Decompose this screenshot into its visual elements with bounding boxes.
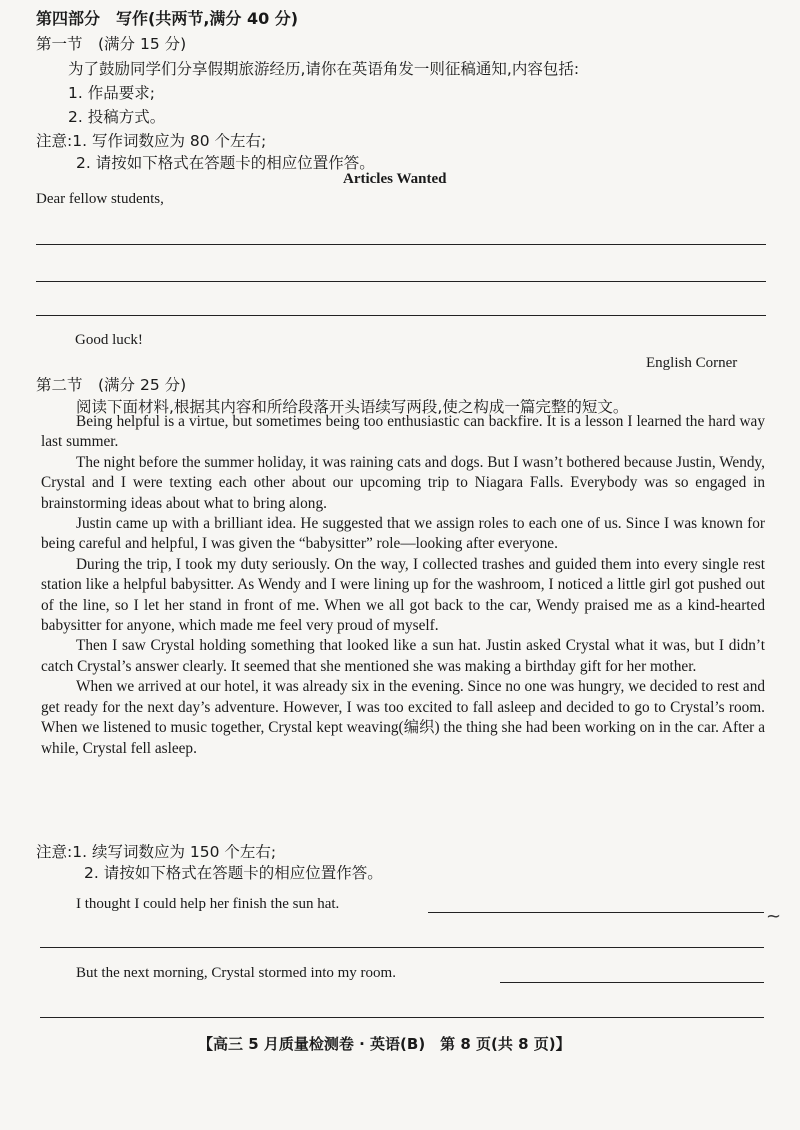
section1-prompt: 为了鼓励同学们分享假期旅游经历,请你在英语角发一则征稿通知,内容包括: bbox=[68, 60, 580, 78]
answer-line bbox=[40, 947, 764, 948]
story-paragraph: Being helpful is a virtue, but sometimes being too enthusiastic can backfire. It is a lesson I learned the hard way last summer. bbox=[41, 413, 765, 451]
greeting: Dear fellow students, bbox=[36, 191, 164, 207]
story-paragraph: When we arrived at our hotel, it was already six in the evening. Since no one was hungry, we decided to rest and get ready for the next day’s adventure. However, I was too excited to fall asleep and decided to go to Crystal’s room. When we listened to music together, Crystal kept weaving(编织) the thing she had been working on in the car. After a while, Crystal fell asleep. bbox=[41, 678, 765, 757]
articles-title: Articles Wanted bbox=[343, 171, 447, 187]
section2-note-2: 2. 请按如下格式在答题卡的相应位置作答。 bbox=[84, 864, 383, 882]
story-text bbox=[41, 412, 765, 759]
section2-prompt: 阅读下面材料,根据其内容和所给段落开头语续写两段,使之构成一篇完整的短文。 bbox=[76, 398, 629, 416]
page-footer: 【高三 5 月质量检测卷 · 英语(B) 第 8 页(共 8 页)】 bbox=[198, 1035, 571, 1053]
section1-note-1: 注意:1. 写作词数应为 80 个左右; bbox=[36, 132, 267, 150]
section1-item-2: 2. 投稿方式。 bbox=[68, 108, 166, 126]
story-paragraph: Justin came up with a brilliant idea. He suggested that we assign roles to each one of us. Since I was known for being careful and helpful, I was given the “babysitter” role—looking after everyone. bbox=[41, 515, 765, 553]
story-paragraph: During the trip, I took my duty seriously. On the way, I collected trashes and guided them into every single rest station like a helpful babysitter. As Wendy and I were lining up for the washroom, I noticed a little girl got pushed out of the line, so I let her stand in front of me. When we all got back to the car, Wendy praised me as a kind-hearted babysitter for anyone, which made me feel very proud of myself. bbox=[41, 555, 765, 635]
section1-heading: 第一节 (满分 15 分) bbox=[36, 35, 187, 53]
signature: English Corner bbox=[646, 355, 738, 371]
part4-heading: 第四部分 写作(共两节,满分 40 分) bbox=[36, 9, 299, 28]
margin-mark: ~ bbox=[766, 906, 782, 927]
story-paragraph: The night before the summer holiday, it was raining cats and dogs. But I wasn’t bothered because Justin, Wendy, Crystal and I were texting each other about our upcoming trip to Niagara Falls. Everybody was so engaged in brainstorming ideas about what to bring along. bbox=[41, 453, 765, 512]
starter-sentence-1: I thought I could help her finish the sun hat. bbox=[76, 896, 340, 912]
starter-sentence-2: But the next morning, Crystal stormed into my room. bbox=[76, 965, 396, 981]
section2-heading: 第二节 (满分 25 分) bbox=[36, 376, 187, 394]
answer-line bbox=[36, 244, 766, 245]
story-paragraph: Then I saw Crystal holding something that looked like a sun hat. Justin asked Crystal what it was, but I didn’t catch Crystal’s answer clearly. It seemed that she mentioned she was making a birthday gift for her mother. bbox=[41, 637, 765, 675]
answer-line bbox=[428, 912, 764, 913]
answer-line bbox=[500, 982, 764, 983]
section2-note-1: 注意:1. 续写词数应为 150 个左右; bbox=[36, 843, 277, 861]
closing: Good luck! bbox=[75, 332, 143, 348]
section1-note-2: 2. 请按如下格式在答题卡的相应位置作答。 bbox=[76, 154, 375, 172]
answer-line bbox=[36, 315, 766, 316]
section1-item-1: 1. 作品要求; bbox=[68, 84, 155, 102]
answer-line bbox=[40, 1017, 764, 1018]
answer-line bbox=[36, 281, 766, 282]
